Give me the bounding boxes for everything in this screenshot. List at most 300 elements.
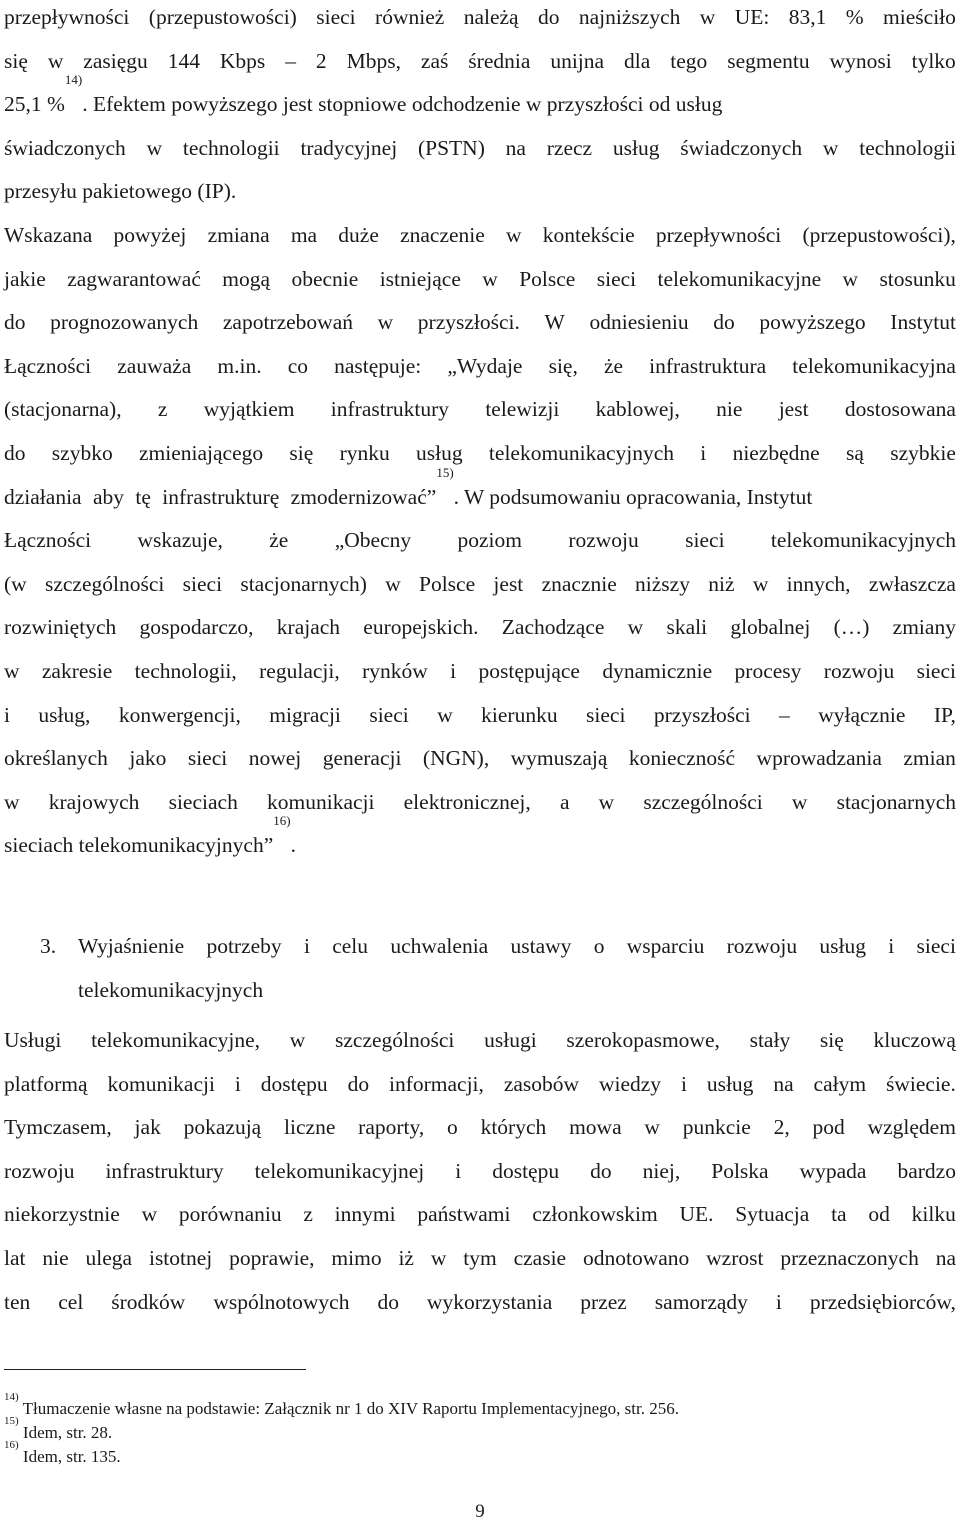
word: zwłaszcza [868,571,956,596]
word: ten [4,1289,31,1314]
word: szybko [51,440,113,465]
text-line [4,563,956,607]
footnote-mark: 16) [4,1439,19,1451]
word: telekomunikacyjna [792,353,956,378]
word: że [269,528,289,553]
word: a [559,789,570,814]
footnote-ref-14: 14) [64,72,83,88]
word: pokazują [183,1115,262,1140]
word: technologii [859,135,956,160]
word: (w [4,571,27,596]
word: infrastruktury [105,1158,224,1183]
word: Polska [711,1158,769,1183]
word: Polsce [419,571,476,596]
word: nowej [248,746,302,771]
word: telekomunikacyjne [657,266,822,291]
word: Łączności [4,528,92,553]
word: i [700,440,707,465]
word: i [303,934,310,958]
text-line [4,1193,956,1237]
word: przepływności [655,223,782,247]
word: sieci [316,5,356,29]
text-line [4,40,956,84]
word: dostępu [492,1158,560,1183]
word: szczególności [643,789,763,814]
word: (PSTN) [417,135,485,160]
word: do [347,1071,370,1096]
word: sieci [586,702,626,727]
word: niż [708,571,735,596]
word: usług [819,934,866,958]
word: ta [831,1202,847,1227]
word: środków [111,1289,186,1314]
word: Mbps, [346,48,401,73]
word: uchwalenia [390,934,489,958]
word: rozwoju [4,1158,75,1183]
word: rzecz [546,135,593,160]
word: sieci [187,746,228,771]
text-line [4,519,956,563]
word: i [775,1289,782,1314]
word: „Wydaje [447,353,523,378]
text-line [4,258,956,302]
text-line [4,813,956,868]
word: wiedzy [598,1071,662,1096]
word: również [375,5,445,29]
word: duże [338,223,379,247]
word: wspólnotowych [213,1289,350,1314]
word: bardzo [897,1158,956,1183]
word: telekomunikacyjnej [254,1158,425,1183]
text-line [4,345,956,389]
word: wynosi [829,48,892,73]
word: w [4,789,20,814]
word: rozwoju [568,528,639,553]
word: ustawy [510,934,572,958]
text-line [4,1063,956,1107]
footnote-mark: 14) [4,1391,19,1403]
heading-text: telekomunikacyjnych [78,977,264,1002]
word: należą [463,5,519,29]
word: względem [867,1115,956,1140]
word: segmentu [727,48,810,73]
word: usług [612,135,660,160]
word: kablowej, [595,397,680,422]
word: porównaniu [178,1202,282,1227]
word: cel [58,1289,84,1314]
text-line [4,1150,956,1194]
word: wprowadzania [756,746,882,771]
word: infrastruktury [330,397,450,422]
word: migracji [269,702,341,727]
word: informacji, [388,1071,484,1096]
word: do [590,1158,612,1183]
word: 2, [773,1115,790,1140]
word: regulacji, [259,658,340,683]
word: rozwoju [823,658,895,683]
word: od [868,1202,890,1227]
word: Wskazana [4,223,93,247]
word: w [482,266,498,291]
word: sieciach [168,789,238,814]
word: kilku [911,1202,956,1227]
word: obecnie [291,266,359,291]
word: W [544,310,565,335]
word: dostępu [260,1071,328,1096]
word: zakresie [41,658,113,683]
word: szczególności [44,571,165,596]
section-number: 3. [40,934,57,958]
word: istotnej [148,1245,213,1270]
word: Tymczasem, [4,1115,112,1140]
word: zaś [420,48,449,73]
word: szczególności [335,1028,455,1052]
word: wzrost [706,1245,764,1270]
word: 83,1 [788,5,827,29]
word: całym [813,1071,867,1096]
word: konwergencji, [118,702,241,727]
word: dynamicznie [602,658,713,683]
text-segment: 25,1 % [4,92,65,117]
word: usług [416,440,463,465]
word: jakie [4,266,46,291]
text-line [4,127,956,171]
text-line [4,650,956,694]
word: zauważa [117,353,192,378]
word: prognozowanych [50,310,199,335]
heading-text [78,925,956,969]
paragraph-2 [4,214,956,868]
word: iż [398,1245,414,1270]
word: technologii [182,135,280,160]
word: wymuszają [510,746,608,771]
text-line [4,781,956,825]
word: i [450,658,457,683]
word: sieci [685,528,725,553]
word: (stacjonarna), [4,397,122,422]
word: lat [4,1245,26,1270]
word: niezbędne [732,440,820,465]
word: w [699,5,716,29]
word: UE. [679,1202,714,1227]
word: komunikacji [267,789,375,814]
word: niższy [635,571,690,596]
word: z [303,1202,313,1227]
word: niekorzystnie [4,1202,120,1227]
word: nie [42,1245,69,1270]
text-line [4,214,956,258]
text-line [4,388,956,432]
word: do [4,440,26,465]
word: wypada [799,1158,867,1183]
word: w [437,702,453,727]
word: m.in. [217,353,262,378]
footnote-14 [4,1391,956,1419]
word: ulega [85,1245,133,1270]
word: na [505,135,526,160]
word: z [157,397,168,422]
page-number: 9 [475,1501,485,1522]
word: zapotrzebowań [222,310,353,335]
word: – [779,702,790,727]
word: procesy [734,658,802,683]
word: w [141,1202,158,1227]
word: punkcie [682,1115,751,1140]
word: stały [749,1028,791,1052]
word: przepływności [4,5,130,29]
text-line [4,72,956,127]
text-line [4,1106,956,1150]
word: ma [290,223,318,247]
word: państwami [417,1202,511,1227]
word: wyłącznie [818,702,906,727]
word: usługi [484,1028,537,1052]
word: zagwarantować [67,266,201,291]
text-line [4,1019,956,1063]
word: do [537,5,560,29]
word: telekomunikacyjnych [488,440,675,465]
word: konieczność [628,746,736,771]
word: rynków [362,658,428,683]
word: świecie. [886,1071,956,1096]
word: 144 [167,48,200,73]
word: tego [670,48,708,73]
text-segment: . Efektem powyższego jest stopniowe odchodzenie w przyszłości od usług [82,92,723,117]
word: i [455,1158,462,1183]
word: istniejące [379,266,461,291]
word: w [385,571,401,596]
word: kontekście [542,223,635,247]
word: w [146,135,163,160]
text-segment: sieciach telekomunikacyjnych” [4,833,274,858]
word: telekomunikacyjnych [770,528,956,553]
word: się, [548,353,578,378]
word: „Obecny [334,528,412,553]
word: jest [778,397,809,422]
word: Wyjaśnienie [78,934,185,958]
word: (przepustowości) [148,5,297,29]
word: rozwoju [726,934,798,958]
heading-line [4,969,956,1013]
word: w [377,310,394,335]
word: rozwiniętych [4,615,117,640]
word: średnia [468,48,531,73]
text-fragment [4,813,296,868]
word: w [506,223,522,247]
word: postępujące [478,658,580,683]
word: UE: [734,5,770,29]
word: sieci [916,658,956,683]
footnote-text: Tłumaczenie własne na podstawie: Załącznik nr 1 do XIV Raportu Implementacyjnego, str. 256. [22,1399,679,1418]
word: się [289,440,314,465]
section-3-heading [4,925,956,1012]
word: samorządy [654,1289,748,1314]
word: poprawie, [229,1245,315,1270]
word: szerokopasmowe, [566,1028,720,1052]
word: znaczenie [400,223,485,247]
word: przez [580,1289,627,1314]
word: Kbps [219,48,266,73]
word: Usługi [4,1028,62,1052]
word: (NGN), [422,746,490,771]
word: globalnej [730,615,811,640]
word: się [4,48,28,73]
heading-line [4,925,956,969]
word: Zachodzące [501,615,605,640]
word: skali [666,615,708,640]
word: innych, [786,571,851,596]
word: w [627,615,644,640]
word: jako [129,746,167,771]
word: odnotowano [582,1245,690,1270]
word: Sytuacja [735,1202,810,1227]
paragraph-1 [4,0,956,214]
word: IP, [933,702,956,727]
word: nie [716,397,743,422]
word: stosunku [879,266,956,291]
word: mowa [569,1115,622,1140]
footnote-ref-16: 16) [273,813,291,829]
word: i [680,1071,687,1096]
word: do [377,1289,399,1314]
word: wsparciu [626,934,705,958]
word: są [846,440,864,465]
paragraph-3 [4,1019,956,1324]
word: wykorzystania [426,1289,553,1314]
word: mogą [222,266,271,291]
word: powyżej [113,223,187,247]
footnote-separator [4,1369,306,1370]
word: znacznie [541,571,617,596]
text-line [4,432,956,476]
word: jest [493,571,524,596]
word: europejskich. [363,615,479,640]
word: innymi [334,1202,396,1227]
word: elektronicznej, [403,789,531,814]
word: Instytut [890,310,956,335]
word: na [935,1245,956,1270]
word: usług, [38,702,91,727]
word: zmian [903,746,956,771]
text-segment: . [290,833,296,858]
text-segment: działania aby tę infrastrukturę zmodernizować” [4,484,437,509]
word: Łączności [4,353,92,378]
word: platformą [4,1071,88,1096]
word: rynku [339,440,390,465]
word: – [285,48,296,73]
word: unijna [550,48,605,73]
word: Polsce [519,266,576,291]
word: pod [812,1115,845,1140]
word: których [480,1115,547,1140]
word: powyższego [759,310,866,335]
word: i [234,1071,241,1096]
word: liczne [284,1115,336,1140]
text-line [4,464,956,520]
text-segment: . W podsumowaniu opracowania, Instytut [453,484,813,509]
word: w [289,1028,306,1052]
word: niej, [642,1158,681,1183]
word: usług [706,1071,754,1096]
word: generacji [322,746,402,771]
word: telekomunikacyjne, [91,1028,261,1052]
word: dostosowana [844,397,956,422]
word: (…) [833,615,870,640]
text-line [4,0,956,40]
word: gospodarczo, [139,615,254,640]
word: kluczową [873,1028,956,1052]
word: następuje: [334,353,422,378]
word: zmiana [207,223,270,247]
text-segment: przesyłu pakietowego (IP). [4,179,237,204]
footnote-text: Idem, str. 135. [22,1447,121,1466]
word: w [822,135,839,160]
word: że [603,353,624,378]
word: o [447,1115,458,1140]
word: w [752,571,769,596]
word: jak [134,1115,161,1140]
word: na [773,1071,794,1096]
word: (przepustowości), [802,223,956,247]
footnote-15 [4,1415,956,1443]
word: się [819,1028,844,1052]
text-line [4,301,956,345]
text-line [4,737,956,781]
word: o [593,934,605,958]
word: do [4,310,26,335]
word: tylko [911,48,956,73]
word: w [644,1115,660,1140]
word: czasie [513,1245,567,1270]
word: w [791,789,808,814]
word: przeznaczonych [780,1245,919,1270]
text-line [4,606,956,650]
footnote-16 [4,1439,956,1467]
text-line [4,694,956,738]
word: co [287,353,308,378]
word: przedsiębiorców, [809,1289,956,1314]
word: 2 [315,48,327,73]
word: stacjonarnych [836,789,956,814]
word: sieci [369,702,409,727]
word: telewizji [485,397,560,422]
word: potrzeby [206,934,282,958]
word: odniesieniu [589,310,689,335]
word: określanych [4,746,108,771]
word: i [888,934,895,958]
footnote-mark: 15) [4,1415,19,1427]
word: w [598,789,615,814]
word: sieci [596,266,637,291]
word: tradycyjnej [300,135,398,160]
word: w [47,48,64,73]
word: członkowskim [532,1202,658,1227]
text-line [4,170,956,214]
word: tym [463,1245,497,1270]
word: stacjonarnych) [240,571,367,596]
word: przyszłości [653,702,751,727]
word: zmiany [892,615,956,640]
word: wskazuje, [137,528,223,553]
word: zasobów [503,1071,580,1096]
word: krajowych [48,789,140,814]
word: celu [332,934,369,958]
word: mimo [331,1245,382,1270]
word: świadczonych [4,135,126,160]
word: w [842,266,859,291]
word: raporty, [358,1115,425,1140]
word: do [713,310,735,335]
